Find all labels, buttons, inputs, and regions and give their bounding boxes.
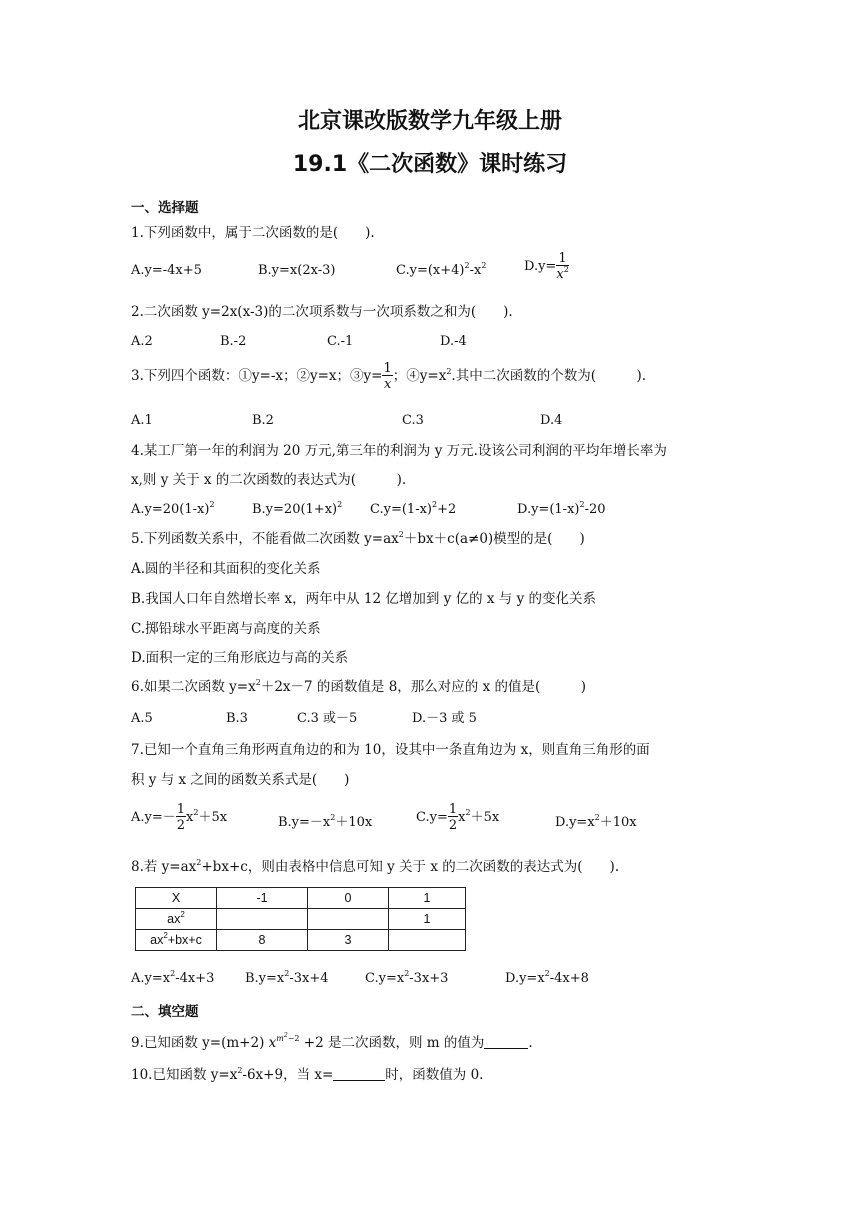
q6-option-b: B.3 [226,711,248,726]
q7-option-c: C.y= $\frac{1}{2}$ $x^2+5x$ [416,802,500,833]
table-cell: 3 [308,930,389,951]
section-heading-choice: 一、选择题 [131,200,199,216]
document-title: 北京课改版数学九年级上册 [297,109,562,134]
table-cell: $ax^2$ [136,909,217,930]
question-4-line2: x,则 y 关于 x 的二次函数的表达式为( ). [131,472,407,488]
q2-option-d: D.-4 [440,334,467,349]
question-9-stem: 9.已知函数 y=(m+2) $x^{m^2-2} +2$ 是二次函数，则 m 的值为 . [131,1032,533,1051]
question-3-stem: 3.下列四个函数：①y=-x；②y=x；③y= $\frac{1}{x}$ ；$④y=x^2$.其中二次函数的个数为( ). [131,361,647,392]
answer-blank[interactable] [333,1066,385,1081]
q6-option-d: D.－3 或 5 [412,711,477,726]
q4-option-d: $D.y=(1-x)^2-20$ [517,500,606,517]
q3-option-c: C.3 [402,413,424,428]
question-10-stem: 10.已知函数 $y=x^2-6x+9$，当 x= 时，函数值为 0. [131,1066,484,1083]
q5-option-d: D.面积一定的三角形底边与高的关系 [131,650,349,666]
q1-option-b: B.y=x(2x-3) [258,263,336,278]
q5-option-c: C.掷铅球水平距离与高度的关系 [131,621,321,637]
q6-option-a: A.5 [131,711,153,726]
q8-option-a: $A.y=x^2-4x+3$ [131,969,215,986]
q8-option-d: $D.y=x^2-4x+8$ [505,969,589,986]
table-row [136,888,466,909]
q6-option-c: C.3 或－5 [297,711,358,726]
q4-option-b: $B.y=20(1+x)^2$ [252,500,343,517]
document-subtitle: 19.1《二次函数》课时练习 [292,152,568,177]
table-cell: 8 [217,930,308,951]
fraction: $\frac{1}{2}$ [176,802,186,833]
q8-value-table [135,887,466,951]
q7-option-b: $B.y=-x^2+10x$ [278,813,373,830]
q4-option-c: $C.y=(1-x)^2+2$ [370,500,457,517]
table-cell: -1 [217,888,308,909]
section-heading-fill: 二、填空题 [131,1004,199,1020]
q2-option-c: C.-1 [327,334,354,349]
q2-option-a: A.2 [131,334,153,349]
q3-option-a: A.1 [131,413,153,428]
q8-option-b: $B.y=x^2-3x+4$ [245,969,329,986]
q3-option-d: D.4 [540,413,563,428]
q1-option-d: D.y= $\frac{1}{x^2}$ [524,251,569,282]
table-cell: $ax^2+bx+c$ [136,930,217,951]
question-8-stem: 8.若 $y=ax^2+bx+c$，则由表格中信息可知 y 关于 x 的二次函数的表达式为( ). [131,858,620,875]
fraction: $\frac{1}{x}$ [383,361,392,392]
fraction: $\frac{1}{2}$ [448,802,458,833]
question-4-line1: 4.某工厂第一年的利润为 20 万元,第三年的利润为 y 万元.设该公司利润的平均年增长率为 [131,443,667,459]
table-row [136,909,466,930]
answer-blank[interactable] [484,1034,528,1049]
q7-option-a: A.y=－ $\frac{1}{2}$ $x^2+5x$ [131,802,228,833]
q5-option-a: A.圆的半径和其面积的变化关系 [131,561,321,577]
question-6-stem: 6.如果二次函数 $y=x^2+2x-7$ 的函数值是 8，那么对应的 x 的值是( ) [131,678,587,695]
q2-option-b: B.-2 [220,334,247,349]
fraction: $\frac{1}{x^2}$ [556,251,569,282]
q3-option-b: B.2 [252,413,274,428]
table-cell: 1 [389,909,466,930]
table-cell: X [136,888,217,909]
table-cell: 0 [308,888,389,909]
table-cell: 1 [389,888,466,909]
q1-option-c: $C.y=(x+4)^2-x^2$ [396,261,487,278]
q7-option-d: $D.y=x^2+10x$ [555,813,637,830]
q4-option-a: $A.y=20(1-x)^2$ [131,500,215,517]
question-5-stem: 5.下列函数关系中，不能看做二次函数 $y=ax^2+bx+c(a\ne 0)$模型的是( ) [131,530,585,547]
question-1-stem: 1.下列函数中，属于二次函数的是( ). [131,225,375,241]
q5-option-b: B.我国人口年自然增长率 x，两年中从 12 亿增加到 y 亿的 x 与 y 的变化关系 [131,591,596,607]
q8-option-c: $C.y=x^2-3x+3$ [365,969,449,986]
table-row [136,930,466,951]
table-cell [389,930,466,951]
question-2-stem: 2.二次函数 y=2x(x-3)的二次项系数与一次项系数之和为( ). [131,304,513,320]
question-7-line1: 7.已知一个直角三角形两直角边的和为 10，设其中一条直角边为 x，则直角三角形的面 [131,742,650,758]
table-cell [217,909,308,930]
table-cell [308,909,389,930]
question-7-line2: 积 y 与 x 之间的函数关系式是( ) [131,772,350,788]
q1-option-a: A.y=-4x+5 [131,263,202,278]
